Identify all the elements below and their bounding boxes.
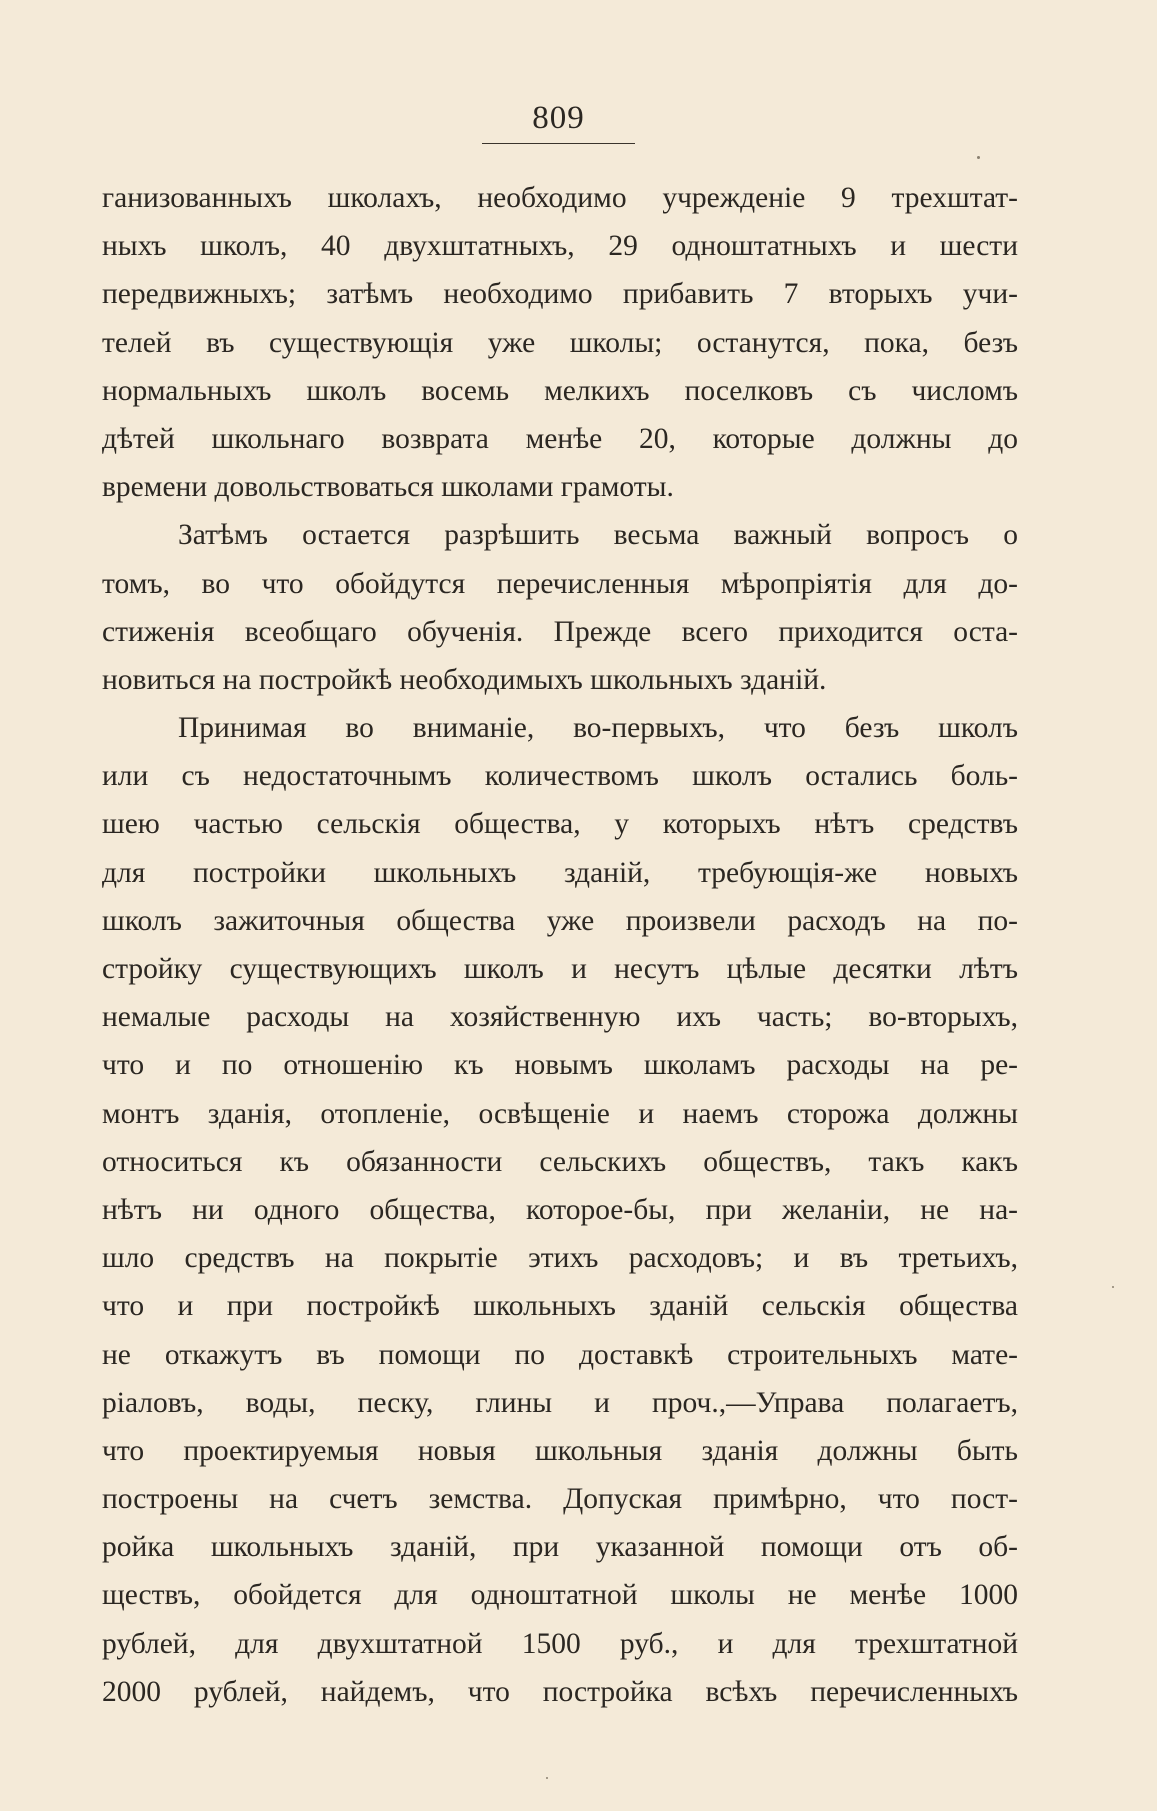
paper-speck <box>977 156 980 159</box>
text-line: для постройки школьныхъ зданій, требующія-же новыхъ <box>102 856 1018 889</box>
text-line: томъ, во что обойдутся перечисленныя мѣропріятія для до- <box>102 567 1018 600</box>
text-line: новиться на постройкѣ необходимыхъ школьныхъ зданій. <box>102 663 827 696</box>
paper-speck <box>546 1777 548 1779</box>
paper-speck <box>1112 1286 1114 1288</box>
text-line: передвижныхъ; затѣмъ необходимо прибавить 7 вторыхъ учи- <box>102 278 1018 311</box>
text-line: стиженія всеобщаго обученія. Прежде всего приходится оста- <box>102 615 1018 648</box>
text-line: нѣтъ ни одного общества, которое-бы, при желаніи, не на- <box>102 1193 1018 1226</box>
text-line: что проектируемыя новыя школьныя зданія должны быть <box>102 1434 1018 1467</box>
text-line: что и по отношенію къ новымъ школамъ расходы на ре- <box>102 1049 1018 1082</box>
text-line: ройка школьныхъ зданій, при указанной помощи отъ об- <box>102 1531 1018 1564</box>
text-line: немалые расходы на хозяйственную ихъ часть; во-вторыхъ, <box>102 1001 1018 1034</box>
text-line: дѣтей школьнаго возврата менѣе 20, которые должны до <box>102 422 1018 455</box>
text-line: что и при постройкѣ школьныхъ зданій сельскія общества <box>102 1290 1018 1323</box>
text-line: стройку существующихъ школъ и несутъ цѣлые десятки лѣтъ <box>102 953 1018 985</box>
text-line: ществъ, обойдется для одноштатной школы не менѣе 1000 <box>102 1579 1018 1612</box>
text-line: шло средствъ на покрытіе этихъ расходовъ; и въ третьихъ, <box>102 1242 1018 1275</box>
text-line: телей въ существующія уже школы; останутся, пока, безъ <box>102 326 1018 359</box>
text-line: ріаловъ, воды, песку, глины и проч.,—Управа полагаетъ, <box>102 1386 1018 1419</box>
paragraph-start-line: Принимая во вниманіе, во-первыхъ, что безъ школъ <box>178 712 1018 745</box>
text-line: ныхъ школъ, 40 двухштатныхъ, 29 одноштатныхъ и шести <box>102 230 1018 263</box>
text-line: ганизованныхъ школахъ, необходимо учрежденіе 9 трехштат- <box>102 182 1018 214</box>
text-line: школъ зажиточныя общества уже произвели расходъ на по- <box>102 904 1018 937</box>
body-text <box>102 174 1018 1716</box>
text-line: времени довольствоваться школами грамоты. <box>102 471 674 504</box>
page-number-rule <box>482 143 635 144</box>
page-number: 809 <box>532 100 585 136</box>
text-line: рублей, для двухштатной 1500 руб., и для трехштатной <box>102 1627 1018 1660</box>
text-line: 2000 рублей, найдемъ, что постройка всѣхъ перечисленныхъ <box>102 1675 1018 1708</box>
text-line: относиться къ обязанности сельскихъ обществъ, такъ какъ <box>102 1145 1018 1178</box>
text-line: или съ недостаточнымъ количествомъ школъ остались боль- <box>102 760 1018 793</box>
text-line: шею частью сельскія общества, у которыхъ нѣтъ средствъ <box>102 808 1018 841</box>
text-line: не откажутъ въ помощи по доставкѣ строительныхъ мате- <box>102 1338 1018 1371</box>
text-line: построены на счетъ земства. Допуская примѣрно, что пост- <box>102 1483 1018 1516</box>
text-line: монтъ зданія, отопленіе, освѣщеніе и наемъ сторожа должны <box>102 1097 1018 1130</box>
paragraph-start-line: Затѣмъ остается разрѣшить весьма важный вопросъ о <box>178 519 1018 552</box>
text-line: нормальныхъ школъ восемь мелкихъ поселковъ съ числомъ <box>102 374 1018 407</box>
